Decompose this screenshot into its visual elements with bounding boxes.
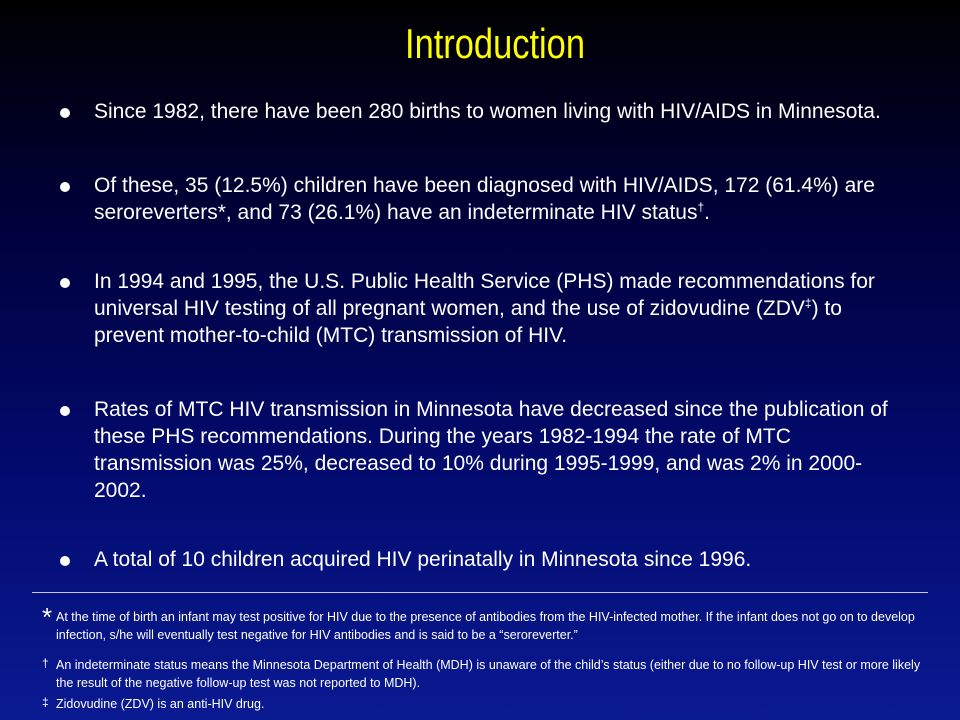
footnote-mark: ‡ xyxy=(42,695,49,709)
bullet-dot-icon xyxy=(60,556,70,566)
bullet-text: Of these, 35 (12.5%) children have been diagnosed with HIV/AIDS, 172 (61.4%) are seroreverters*, and 73 (26.1%) have an indeterminate HIV status†. xyxy=(94,174,875,224)
footnote-seroreverter xyxy=(42,602,932,644)
footnote-zidovudine xyxy=(42,695,932,713)
footnote-text: Zidovudine (ZDV) is an anti-HIV drug. xyxy=(56,697,265,711)
bullet-text: Since 1982, there have been 280 births to women living with HIV/AIDS in Minnesota. xyxy=(94,100,881,123)
double-dagger-superscript: ‡ xyxy=(804,296,812,310)
bullet-dot-icon xyxy=(60,108,70,118)
bullet-text: A total of 10 children acquired HIV perinatally in Minnesota since 1996. xyxy=(94,548,752,571)
footnote-mark: * xyxy=(42,602,53,632)
footnote-mark: † xyxy=(42,656,49,670)
footnote-text: An indeterminate status means the Minnesota Department of Health (MDH) is unaware of the child’s status (either due to no follow-up HIV test or more likely the result of the negative follow-up test was not reported to MDH). xyxy=(56,658,921,690)
bullet-text: In 1994 and 1995, the U.S. Public Health Service (PHS) made recommendations for universal HIV testing of all pregnant women, and the use of zidovudine (ZDV‡) to prevent mother-to-child (MTC) transmission of HIV. xyxy=(94,270,875,347)
footnote-indeterminate xyxy=(42,656,932,692)
footnote-text: At the time of birth an infant may test positive for HIV due to the presence of antibodies from the HIV-infected mother. If the infant does not go on to develop infection, s/he will eventually test negative for HIV antibodies and is said to be a “seroreverter.” xyxy=(56,610,915,642)
bullet-text: Rates of MTC HIV transmission in Minnesota have decreased since the publication of these PHS recommendations. During the years 1982-1994 the rate of MTC transmission was 25%, decreased to 10% during 1995-1999, and was 2% in 2000-2002. xyxy=(94,398,888,502)
footnote-divider xyxy=(32,592,928,593)
dagger-superscript: † xyxy=(697,200,705,214)
bullet-dot-icon xyxy=(60,406,70,416)
slide-title: Introduction xyxy=(405,20,585,67)
bullet-dot-icon xyxy=(60,278,70,288)
bullet-dot-icon xyxy=(60,182,70,192)
